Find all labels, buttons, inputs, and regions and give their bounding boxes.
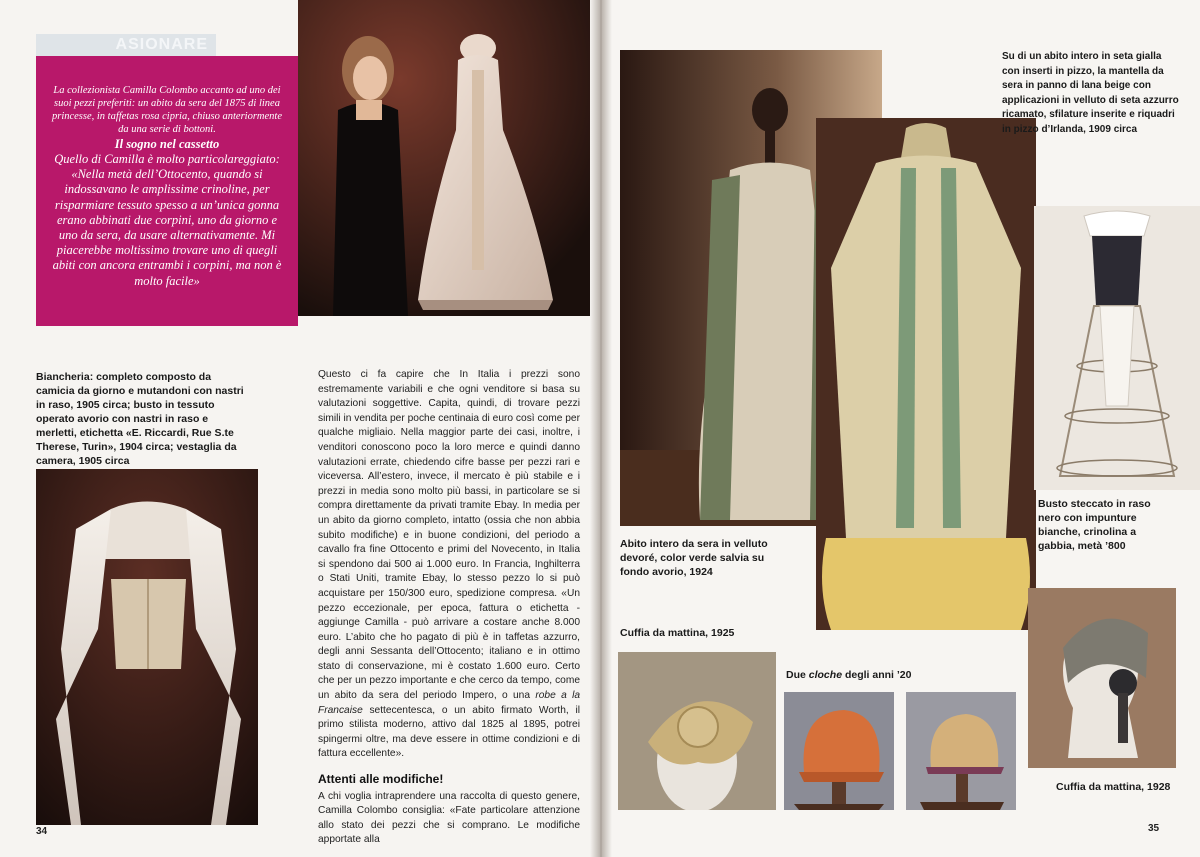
article-paragraph: Questo ci fa capire che In Italia i prezzi sono estremamente variabili e che ogni venditore si basa su valutazioni soggettive. Capita, quindi, di trovare pezzi simili in vendita per poche centinaia di euro così come per qualche migliaio. Nella maggior parte dei casi, inoltre, i venditori conoscono poco la loro merce e quindi danno valutazioni errate, chiedendo cifre basse per pezzi rari e viceversa. All’estero, invece, il mercato è più stabile e i prezzi in media sono molto più bassi, in particolare se si compra direttamente da privati tramite Ebay. In media per un abito da giorno completo, intatto (ossia che non abbia subito modifiche) e in buone condizioni, del periodo a cavallo fra fine Ottocento e primi del Novecento, in Italia si spendono dai 500 ai 1.000 euro. In Francia, Inghilterra o Stati Uniti, tramite Ebay, lo stesso pezzo lo si può acquistare per 150/300 euro, spedizione compresa. «Un pezzo eccezionale, per epoca, fattura o etichetta - aggiunge Camilla - può arrivare a costare anche 8.000 euro. L’abito che ho pagato di più è in taffetas azzurro, degli anni Sessanta dell’Ottocento; italiano e in ottimo stato di conservazione, mi è costato 1.600 euro. Certo che per un pezzo importante e che cerco da tempo, come un abito da sera del periodo Impero, o una robe a la Francaise settecentesca, o un abito firmato Worth, il primo stilista moderno, attivo dal 1825 al 1895, potrei spingermi oltre, ma deve essere in ottime condizioni e di fattura eccellente». — [318, 369, 580, 760]
yellow-dress-mantle-photo — [816, 118, 1036, 630]
article-subheading: Attenti alle modifiche! — [318, 772, 444, 787]
page-number-right: 35 — [1148, 823, 1160, 834]
lingerie-photo — [36, 469, 258, 825]
corset-crinoline-photo — [1034, 206, 1200, 490]
quote-box — [36, 56, 298, 326]
collector-portrait-photo — [298, 0, 590, 316]
left-page — [0, 0, 598, 857]
velvet-dress-caption: Abito intero da sera in velluto devoré, color verde salvia su fondo avorio, 1924 — [620, 538, 768, 578]
collector-quote: Quello di Camilla è molto particolareggiato: «Nella metà dell’Ottocento, quando si indossavano le amplissime crinoline, per risparmiare tessuto spesso a un’unica gonna erano abbinati due corpini, uno da giorno e uno da sera, da usare alternativamente. Mi piacerebbe moltissimo trovare uno di quegli abiti con ancora entrambi i corpini, ma non è molto facile» — [52, 152, 282, 288]
cuffia-1928-photo — [1028, 588, 1176, 768]
cuffia-1925-caption: Cuffia da mattina, 1925 — [620, 627, 735, 639]
article-body — [318, 368, 580, 848]
page-number-left: 34 — [36, 826, 48, 837]
cuffia-1925-photo — [618, 652, 776, 810]
lingerie-caption: Biancheria: completo composto da camicia da giorno e mutandoni con nastri in raso, 1905 circa; busto in tessuto operato avorio con nastri in raso e merletti, etichetta «E. Riccardi, Rue S.te Therese, Turin», 1904 circa; vestaglia da camera, 1905 circa — [36, 371, 244, 467]
corset-caption: Busto steccato in raso nero con impunture bianche, crinolina a gabbia, metà ’800 — [1038, 498, 1151, 552]
yellow-dress-caption: Su di un abito intero in seta gialla con inserti in pizzo, la mantella da sera in panno di lana beige con applicazioni in velluto di seta azzurro ricamato, sfilature inserite e riquadri in pizzo d’Irlanda, 1909 circa — [1002, 51, 1179, 135]
cuffia-1928-caption: Cuffia da mattina, 1928 — [1056, 781, 1171, 793]
portrait-caption: La collezionista Camilla Colombo accanto ad uno dei suoi pezzi preferiti: un abito da sera del 1875 di linea princesse, in taffetas rosa cipria, chiuso anteriormente da una serie di bottoni. — [51, 85, 282, 135]
quote-heading: Il sogno nel cassetto — [114, 137, 220, 151]
cloche-caption: Due cloche degli anni ’20 — [786, 669, 912, 681]
article-paragraph-2: A chi voglia intraprendere una raccolta di questo genere, Camilla Colombo consiglia: «Fate particolare attenzione allo stato dei pezzi che si comprano. Le modifiche apportate alla — [318, 790, 580, 846]
cloche-straw-photo — [906, 692, 1016, 810]
cloche-orange-photo — [784, 692, 894, 810]
section-tab: ASIONARE — [36, 34, 216, 56]
binding-gutter — [590, 0, 612, 857]
right-page — [602, 0, 1200, 857]
